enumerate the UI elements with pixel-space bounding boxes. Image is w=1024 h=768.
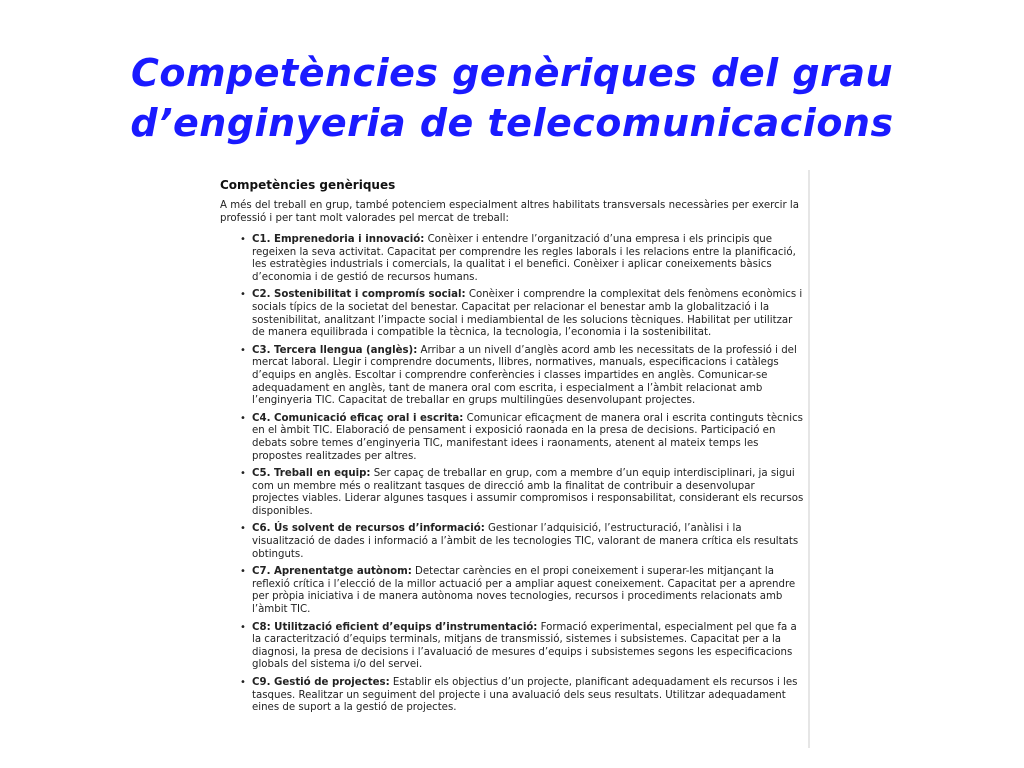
competence-item-c2 xyxy=(220,289,804,339)
competence-text: Formació experimental, especialment pel que fa a la caracterització d’equips terminals, mitjans de transmissió, sistemes i subsistemes. Capacitat per a la diagnosi, la presa de decisions i l’avaluació de mesures d’equips i subsistemes segons les especificacions globals del sistema i/o del servei. xyxy=(252,621,797,671)
competence-title: C2. Sostenibilitat i compromís social: xyxy=(252,289,466,301)
competence-title: C5. Treball en equip: xyxy=(252,468,371,480)
bullet-icon: • xyxy=(240,677,246,688)
slide-title xyxy=(0,48,1024,148)
competence-text: Conèixer i comprendre la complexitat dels fenòmens econòmics i socials típics de la societat del benestar. Capacitat per relacionar el benestar amb la globalització i la sostenibilitat, analitzant l’impacte social i mediambiental de les solucions tècniques. Habilitat per utilitzar de manera equilibrada i compatible la tècnica, la tecnologia, l’economia i la sostenibilitat. xyxy=(252,289,803,339)
slide-title-line-2: d’enginyeria de telecomunicacions xyxy=(130,101,894,145)
competence-item-c8 xyxy=(220,622,804,672)
competence-title: C6. Ús solvent de recursos d’informació: xyxy=(252,523,485,535)
slide-title-line-1: Competències genèriques del grau xyxy=(130,51,894,95)
competence-title: C1. Emprenedoria i innovació: xyxy=(252,234,425,245)
competence-item-c9 xyxy=(220,677,804,715)
competence-title: C7. Aprenentatge autònom: xyxy=(252,566,412,578)
competence-title: C3. Tercera llengua (anglès): xyxy=(252,344,418,356)
competence-text: Arribar a un nivell d’anglès acord amb les necessitats de la professió i del mercat laboral. Llegir i comprendre documents, llibres, normatives, manuals, especificacions i catàlegs d’equips en anglès. Escoltar i comprendre conferències i classes impartides en anglès. Comunicar-se adequadament en anglès, tant de manera oral com escrita, i especialment a l’àmbit relacionat amb l’enginyeria TIC. Capacitat de treballar en grups multilingües desenvolupant projectes. xyxy=(252,344,797,407)
competence-text: Conèixer i entendre l’organització d’una empresa i els principis que regeixen la seva activitat. Capacitat per comprendre les regles laborals i les relacions entre la planificació, les estratègies industrials i comercials, la qualitat i el benefici. Conèixer i aplicar coneixements bàsics d’economia i de gestió de recursos humans. xyxy=(252,234,796,283)
competence-text: Ser capaç de treballar en grup, com a membre d’un equip interdisciplinari, ja sigui com un membre més o realitzant tasques de direcció amb la finalitat de contribuir a desenvolupar projectes viables. Liderar algunes tasques i assumir compromisos i responsabilitat, considerant els recursos disponibles. xyxy=(252,468,804,517)
competence-item-c7 xyxy=(220,566,804,616)
bullet-icon: • xyxy=(240,234,246,245)
document-heading: Competències genèriques xyxy=(220,178,396,192)
competence-title: C4. Comunicació eficaç oral i escrita: xyxy=(252,412,464,424)
competence-item-c6 xyxy=(220,523,804,561)
competence-title: C9. Gestió de projectes: xyxy=(252,677,390,688)
competence-list xyxy=(220,234,804,715)
bullet-icon: • xyxy=(240,523,246,535)
bullet-icon: • xyxy=(240,289,246,301)
competence-item-c5 xyxy=(220,468,804,518)
competence-item-c1 xyxy=(220,234,804,284)
competence-text: Gestionar l’adquisició, l’estructuració, l’anàlisi i la visualització de dades i informació a l’àmbit de les tecnologies TIC, valorant de manera crítica els resultats obtinguts. xyxy=(252,523,799,560)
competence-title: C8: Utilització eficient d’equips d’instrumentació: xyxy=(252,621,538,633)
bullet-icon: • xyxy=(240,621,246,633)
bullet-icon: • xyxy=(240,566,246,578)
bullet-icon: • xyxy=(240,468,246,480)
bullet-icon: • xyxy=(240,344,246,356)
competence-item-c3 xyxy=(220,345,804,408)
competence-item-c4 xyxy=(220,413,804,463)
document-screenshot xyxy=(210,170,810,748)
competence-text: Establir els objectius d’un projecte, planificant adequadament els recursos i les tasques. Realitzar un seguiment del projecte i una avaluació dels seus resultats. Utilitzar adequadament eines de suport a la gestió de projectes. xyxy=(252,677,798,714)
competence-text: Detectar carències en el propi coneixement i superar-les mitjançant la reflexió crítica i l’elecció de la millor actuació per a ampliar aquest coneixement. Capacitat per a aprendre per pròpia iniciativa i de manera autònoma noves tecnologies, recursos i procediments relacionats amb l’àmbit TIC. xyxy=(252,566,796,616)
bullet-icon: • xyxy=(240,412,246,424)
competence-text: Comunicar eficaçment de manera oral i escrita continguts tècnics en el àmbit TIC. Elaboració de pensament i exposició raonada en la presa de decisions. Participació en debats sobre temes d’enginyeria TIC, manifestant idees i raonaments, atenent al mateix temps les propostes realitzades per altres. xyxy=(252,412,803,462)
document-intro: A més del treball en grup, també potenciem especialment altres habilitats transversals necessàries per exercir la professió i per tant molt valorades pel mercat de treball: xyxy=(220,200,800,224)
